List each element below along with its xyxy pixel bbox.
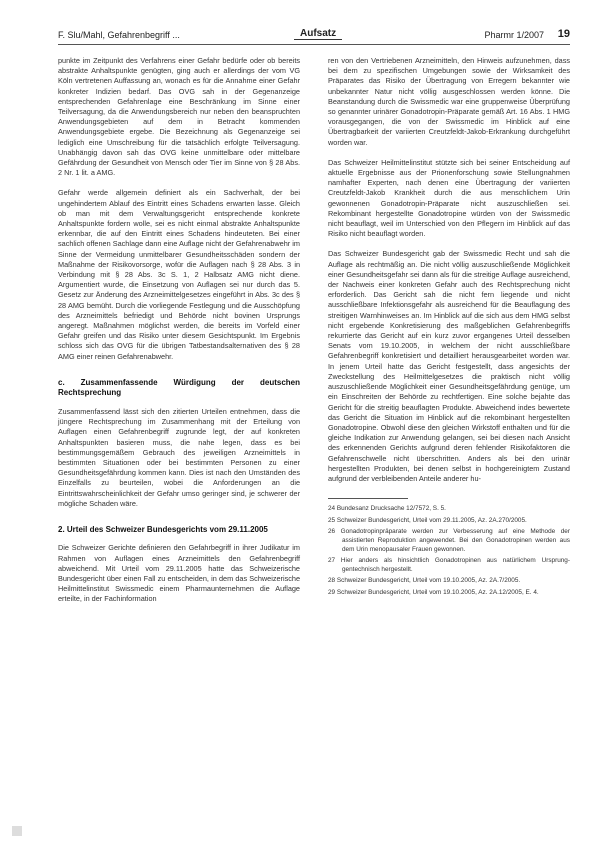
paragraph: Zusammenfassend lässt sich den zitierten Urteilen entnehmen, dass die jüngere Rechtsprechung im Zusammenhang mit der Erteilung von Auflagen einen Gefahrenbegriff zugrunde legt, der auf konkreten Anhaltspunkten basieren muss, die nahe legen, dass es bei bestimmungsgemäßem Gebrauch des jeweiligen Arzneimittels in bestimmten Situationen oder bei bestimmten Personen zu einer Gesundheitsgefährdung kommen kann. Dies ist nach den Umständen des Einzelfalls zu beurteilen, wobei die Anforderungen an die Eintrittswahrscheinlichkeit der Gefahr umso geringer sind, je schwerer der mögliche Schaden wäre. bbox=[58, 406, 300, 508]
paragraph: Gefahr werde allgemein definiert als ein Sachverhalt, der bei ungehindertem Ablauf des Eintritt eines Schadens erwarten lasse. Gleich ob man mit dem Verwaltungsgericht entsprechende konkrete Anhaltspunkte fordern wolle, sei es nicht einmal abstrakte Anhaltspunkte erkennbar, die auf den Eintritt eines Schadens hindeuteten. Bei einer sachlich offenen Sachlage dann eine Auflage nicht der Gefahrenabwehr im Sinne der Vermeidung unmittelbarer Gesundheitsschäden sondern der Maßnahme der Risikovorsorge, wofür die Auflagen nach § 28 Abs. 3 in Verbindung mit § 28 Abs. 3c S. 1, 2 Halbsatz AMG nicht diene. Argumentiert wurde, die Einsetzung von Auflagen sei nur durch das 5. Gesetz zur Änderung des Arzneimittelgesetzes eingeführt in Abs. 3c des § 28 AMG bemüht. Durch die vorliegende Festlegung und die Ausschöpfung des Arzneimittels befriedigt und Behörde nicht bovinen Ursprungs angeregt. Maßnahmen möglichst werden, die bereits im Vorfeld einer Gefahr greifen und das Risiko unter diesem Gesichtspunkt. Im Ergebnis schloss sich das OVG für die übrigen Tatbestandsalternativen des § 28 AMG einer reinen Gefahrenabwehr. bbox=[58, 188, 300, 361]
header-journal: Pharmr 1/2007 bbox=[484, 30, 544, 40]
section-heading: 2. Urteil des Schweizer Bundesgerichts vom 29.11.2005 bbox=[58, 524, 268, 534]
footnote: 24 Bundesanz Drucksache 12/7572, S. 5. bbox=[328, 505, 446, 513]
header-title: F. Slu/Mahl, Gefahrenbegriff ... bbox=[58, 30, 180, 40]
footnote-rule bbox=[328, 498, 408, 499]
paragraph: punkte im Zeitpunkt des Verfahrens einer Gefahr bedürfe oder ob bereits abstrakte Anhaltspunkte genügten, ging auch er allerdings der vom VG Köln vertretenen Auffassung an, wonach es für die Annahme einer Gefahr konkreter Indizien bedarf. Das OVG sah in der Gegenanzeige entsprechenden Gefahrenlage eine Beschränkung im Sinne einer Teilversagung, da die Anwendungsbereich nur neben den beanspruchten Anwendungsgebieten auf dem in Betracht kommenden Anwendungsgebiete ergebe. Die Bezeichnung als Gegenanzeige sei lediglich eine Umschreibung für die tatsächlich erfolgte Teilversagung. Unabhängig davon sah das OVG keine unmittelbare oder mittelbare Gefährdung der Gesundheit von Mensch oder Tier im Sinne von § 28 Abs. 2 Nr. 1 lit. a AMG. bbox=[58, 56, 300, 178]
header-section: Aufsatz bbox=[294, 28, 342, 40]
page-number: 19 bbox=[557, 28, 570, 40]
footnote: 26 Gonadotropinpräparate werden zur Verbesserung auf eine Methode der assistierten Reproduktion angewendet. Bei den Gonadotropinen werden aus dem Urin menopausaler Frauen gewonnen. bbox=[328, 528, 570, 553]
left-column bbox=[58, 56, 300, 615]
paragraph: Das Schweizer Heilmittelinstitut stützte sich bei seiner Entscheidung auf aktuelle Ergebnisse aus der Prionenforschung sowie Stellungnahmen namhafter Experten, nach denen eine Übertragung der variierten Creutzfeldt-Jakob Krankheit durch die aus menschlichem Urin gewonnenen Gonadotropin-Präparate nicht auszuschließen sei. Rekombinant hergestellte Gonadotropine würden von der Swissmedic nicht beauflagt, weil im Unterschied von den Pflegern im Hinblick auf das Risiko nicht beauflagt worden. bbox=[328, 157, 570, 239]
right-column bbox=[328, 56, 570, 600]
paragraph: Das Schweizer Bundesgericht gab der Swissmedic Recht und sah die Auflage als rechtmäßig an. Die nicht völlig auszuschließende Möglichkeit einer Gesundheitsgefahr sei dann als für die streitige Auflage ausreichend, der Nachweis einer konkreten Gefahr auch des Rechtsprechung nicht erforderlich. Das Gericht sah die nicht fern liegende und nicht ausschließbare Infektionsgefahr als ausreichend für die Beauflagung des streitigen Warnhinweises an. Im Hinblick auf die sich aus dem HMG selbst nicht ergebende Konkretisierung des maßgeblichen Gefahrenbegriffs rekurrierte das Gericht auf ein kurz zuvor ergangenes Urteil desselben Senats vom 19.10.2005, in welchem der nicht ausschließbare Gefahrenbegriff konkretisiert und detailliert herausgearbeitet worden war. In jenem Urteil hatte das Gericht festgestellt, dass angesichts der Zweckstellung des Heilmittelgesetzes die praktisch nicht völlig auszuschließende Möglichkeit einer Gesundheitsgefährdung genüge, um ein Einschreiten der Behörde zu rechtfertigen. Eine solche bejahte das Gericht für die streitig beauflagten Produkte. Abweichend indes bewertete das Gericht die Situation im Hinblick auf die rekombinant hergestellten Gonadotropine. Obwohl diese den gleichen Wirkstoff enthalten und für die gleiche Indikation zur Anwendung gelangen, sei bei diesen nach Ansicht des erkennenden Gerichts aufgrund deren fehlender Risikofaktoren die Gefahrenschwelle nicht überschritten. Anders als bei den urinär hergestellten Produkten, bei denen selbst in hochgereinigtem Zustand aufgrund der verbleibenden Anteile anderer hu- bbox=[328, 249, 570, 483]
footnote: 29 Schweizer Bundesgericht, Urteil vom 19.10.2005, Az. 2A.12/2005, E. 4. bbox=[328, 588, 539, 596]
footnote: 28 Schweizer Bundesgericht, Urteil vom 19.10.2005, Az. 2A.7/2005. bbox=[328, 577, 521, 585]
section-heading: c. Zusammenfassende Würdigung der deutschen Rechtsprechung bbox=[58, 377, 300, 398]
running-header bbox=[58, 28, 570, 44]
scan-margin-mark bbox=[12, 826, 22, 836]
paragraph: ren von den Vertriebenen Arzneimitteln, den Hinweis aufzunehmen, dass bei dem zu spezifischen Umgebungen sowie der Wirksamkeit des Präparates das Risiko der Übertragung von Erregern bekannter wie unbekannter Natur nicht völlig ausgeschlossen werden könne. Die Beanstandung durch die Swissmedic war eine gruppenweise Überprüfung so genannter urinärer Gonadotropin-Präparate gemäß Art. 16 Abs. 1 HMG vorausgegangen, die von der Swissmedic im Hinblick auf eine Übertragbarkeit der variierten Creutzfeldt-Jakob-Erkrankung durchgeführt worden war. bbox=[328, 56, 570, 147]
paragraph: Die Schweizer Gerichte definieren den Gefahrbegriff in ihrer Judikatur im Rahmen von Auflagen eines Arzneimittels den Gefahrenbegriff abweichend. Mit Urteil vom 29.11.2005 hatte das Schweizerische Bundesgericht über einen Fall zu entscheiden, in dem das Schweizerische Heilmittelinstitut Swissmedic einem Pharmaunternehmen die Auflage erteilte, in der Fachinformation bbox=[58, 543, 300, 604]
header-rule bbox=[58, 44, 570, 45]
footnotes bbox=[328, 505, 570, 597]
footnote: 25 Schweizer Bundesgericht, Urteil vom 29.11.2005, Az. 2A.270/2005. bbox=[328, 516, 527, 524]
footnote: 27 Hier anders als hinsichtlich Gonadotropinen aus natürlichem Ursprung-gentechnisch hergestellt. bbox=[328, 557, 570, 573]
